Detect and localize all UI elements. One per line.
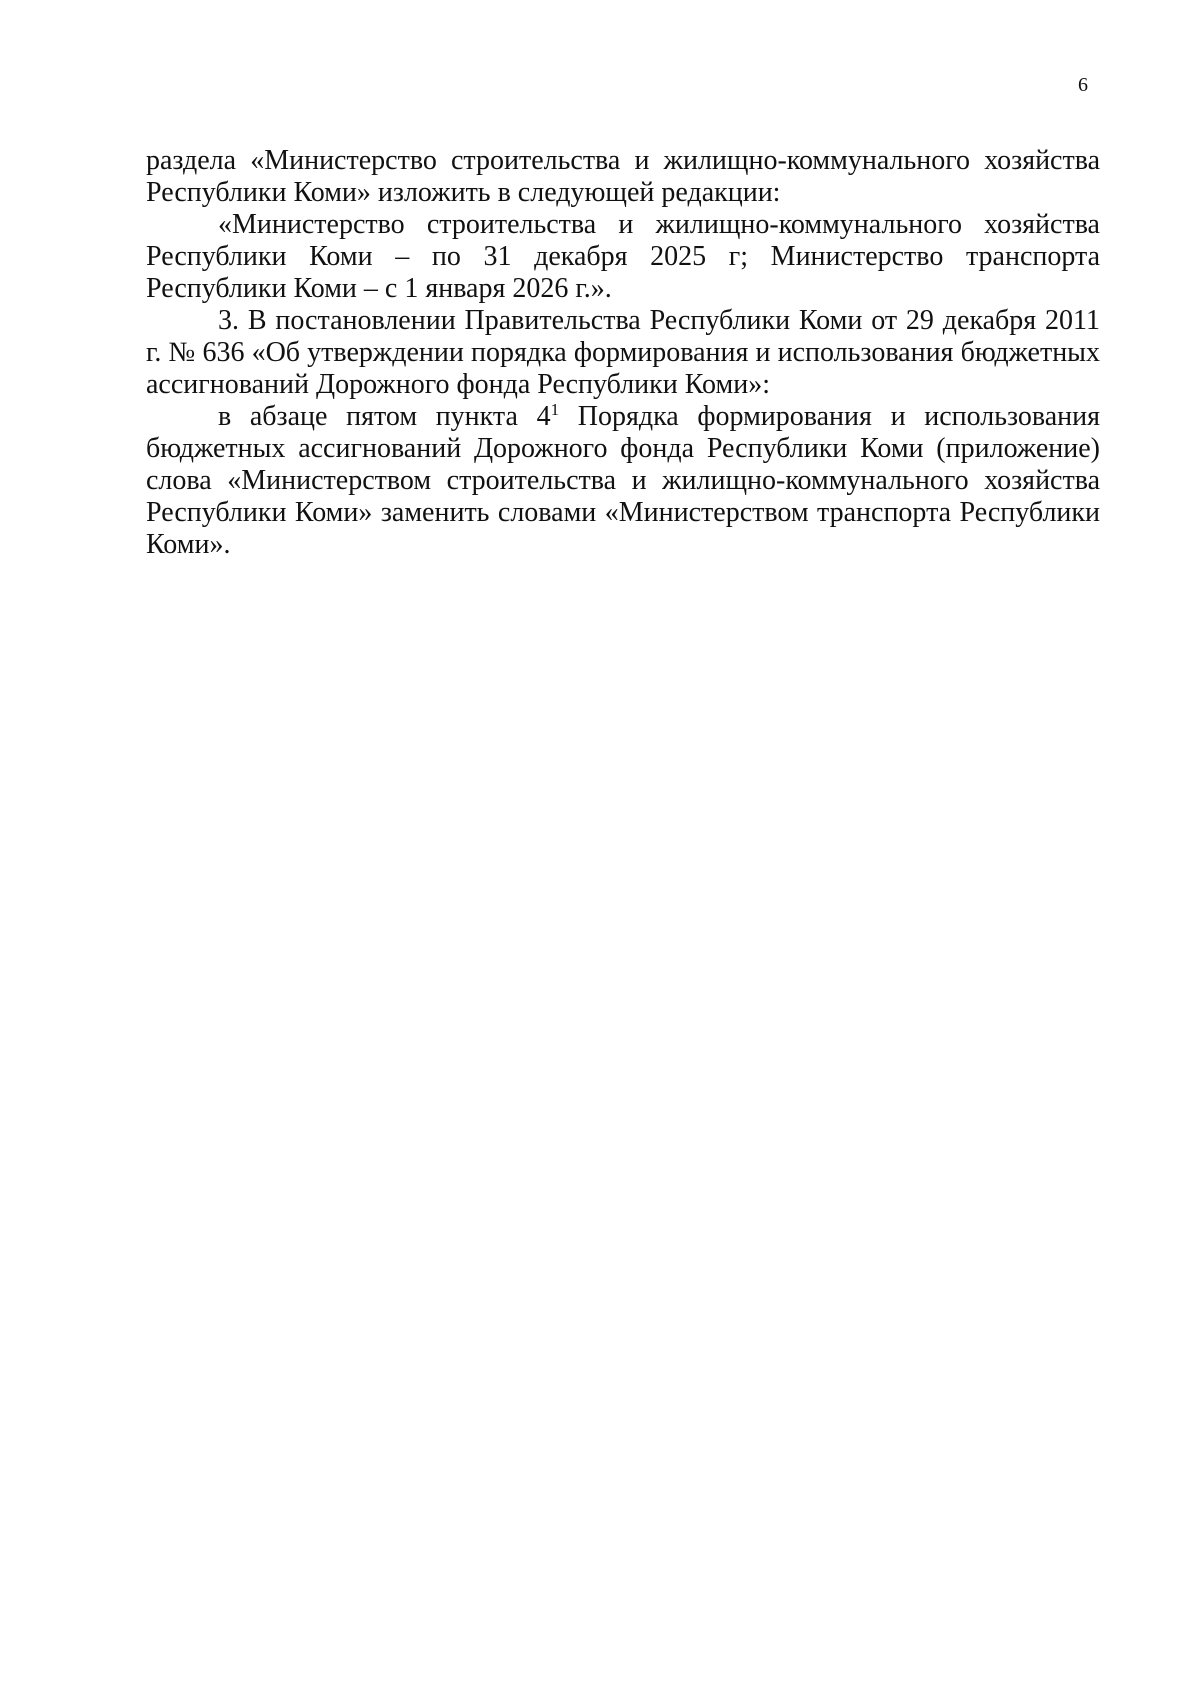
superscript-item-number: 1 [550,400,560,419]
page-number: 6 [1078,74,1088,96]
paragraph-replacement-text-after: Порядка формирования и использования бюджетных ассигнований Дорожного фонда Республики Коми (приложение) слова «Министерством строительства и жилищно-коммунального хозяйства Республики Коми» заменить словами «Министерством транспорта Республики Коми». [146,401,1101,560]
paragraph-item-3: 3. В постановлении Правительства Республики Коми от 29 декабря 2011 г. № 636 «Об утверждении порядка формирования и использования бюджетных ассигнований Дорожного фонда Республики Коми»: [146,305,1100,400]
paragraph-replacement-instruction [146,401,1100,561]
paragraph-ministry-redaction: «Министерство строительства и жилищно-коммунального хозяйства Республики Коми – по 31 декабря 2025 г; Министерство транспорта Республики Коми – с 1 января 2026 г.». [146,209,1100,304]
paragraph-section-heading-continuation: раздела «Министерство строительства и жилищно-коммунального хозяйства Республики Коми» изложить в следующей редакции: [146,145,1100,208]
document-body [146,145,1100,561]
paragraph-replacement-text-before: в абзаце пятом пункта 4 [218,401,551,432]
